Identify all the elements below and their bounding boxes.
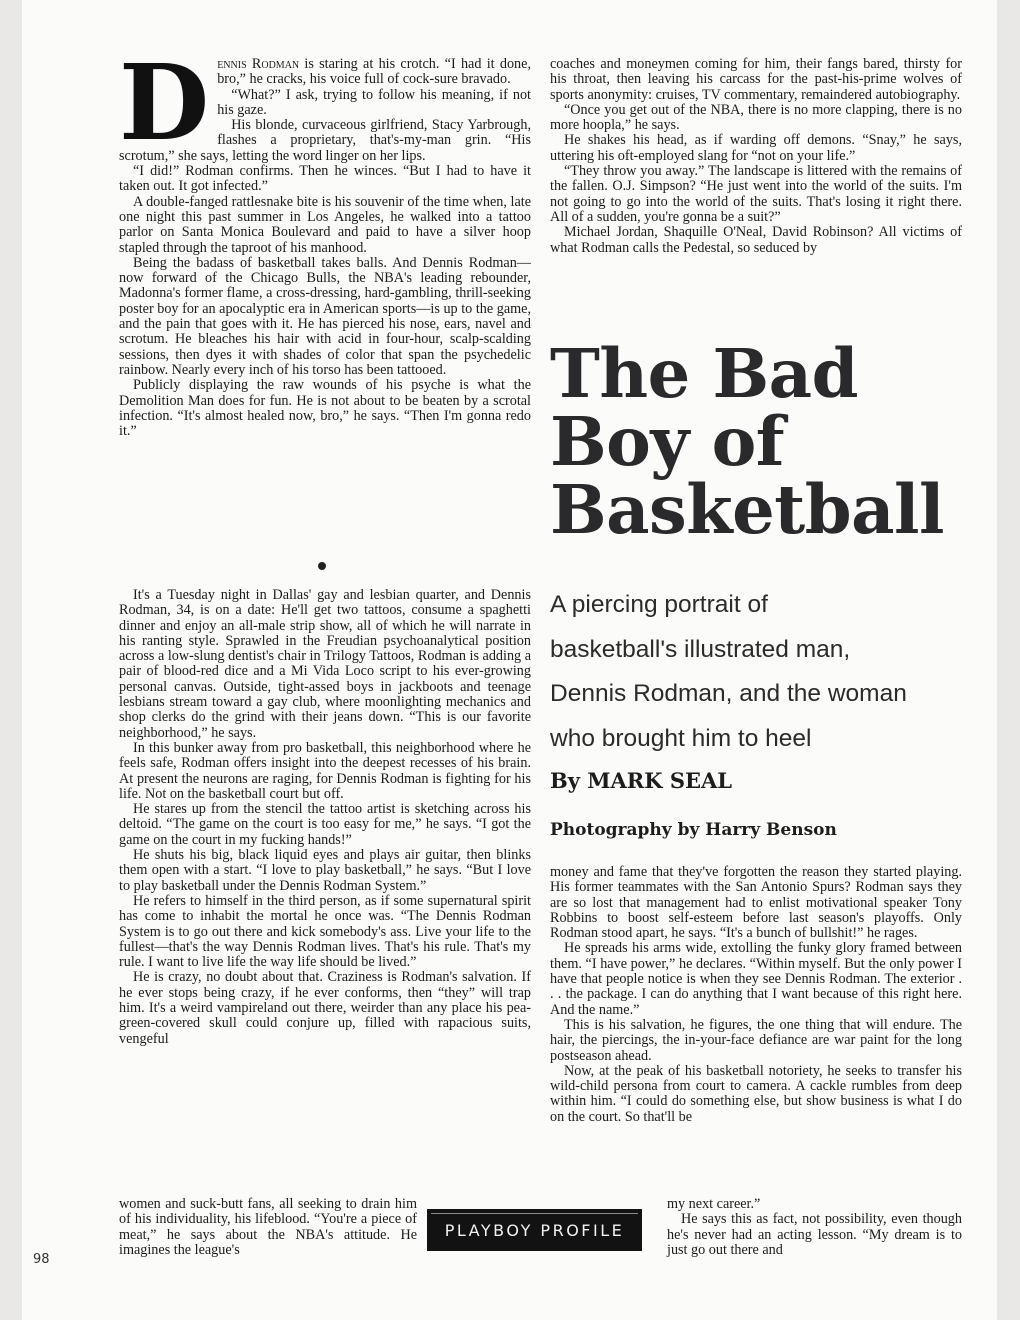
deck-line: basketball's illustrated man, [550, 635, 851, 663]
paragraph: Being the badass of basketball takes balls. And Dennis Rodman—now forward of the Chicago Bulls, the NBA's leading rebounder, Madonna's former flame, a cross-dressing, hard-gambling, thrill-seeking poster boy for an apocalyptic era in American sports—is up to the game, and the pain that goes with it. He has pierced his nose, ears, navel and scrotum. He bleaches his hair with acid in four-hour, scalp-scalding sessions, then dyes it with shades of color that span the psychedelic rainbow. Nearly every inch of his torso has been tattooed. [119, 254, 531, 378]
paragraph: “What?” I ask, trying to follow his meaning, if not his gaze. [217, 86, 531, 118]
paragraph: my next career.” [667, 1196, 761, 1212]
paragraph: coaches and moneymen coming for him, their fangs bared, thirsty for his throat, then leaving his carcass for the past-his-prime wolves of sports anonymity: cruises, TV commentary, remaindered autobiography. [550, 56, 962, 103]
page-number: 98 [33, 1252, 50, 1267]
paragraph: “I did!” Rodman confirms. Then he winces. “But I had to have it taken out. It got infected.” [119, 163, 531, 195]
paragraph: He says this as fact, not possibility, even though he's never had an acting lesson. “My dream is to just go out there and [667, 1211, 962, 1258]
article-deck [550, 583, 970, 761]
paragraph: He shakes his head, as if warding off demons. “Snay,” he says, uttering his oft-employed slang for “not on your life.” [550, 132, 962, 164]
lead-text: is staring at his crotch. “I had it done, bro,” he cracks, his voice full of cock-sure bravado. [217, 56, 531, 88]
deck-line: who brought him to heel [550, 724, 812, 752]
paragraph: A double-fanged rattlesnake bite is his souvenir of the time when, late one night this past summer in Los Angeles, he walked into a tattoo parlor on Santa Monica Boulevard and paid to have a silver hoop stapled through the taproot of his manhood. [119, 193, 531, 256]
paragraph: money and fame that they've forgotten the reason they started playing. His former teammates with the San Antonio Spurs? Rodman says they are so lost that management had to enlist motivational speaker Tony Robbins to boost self-esteem before last season's playoffs. Only Rodman stood apart, he says. “It's a bunch of bullshit!” he rages. [550, 864, 962, 942]
body-column-right-bottom [550, 865, 962, 1125]
body-column-right-top [550, 57, 962, 256]
deck-line: Dennis Rodman, and the woman [550, 680, 907, 707]
title-line: The Bad [550, 334, 858, 413]
deck-line: A piercing portrait of [550, 591, 768, 618]
body-column-left-tail [119, 1197, 417, 1258]
body-column-right-tail [667, 1197, 962, 1258]
paragraph: Michael Jordan, Shaquille O'Neal, David Robinson? All victims of what Rodman calls the Pedestal, so seduced by [550, 224, 962, 256]
paragraph: In this bunker away from pro basketball, this neighborhood where he feels safe, Rodman offers insight into the deepest recesses of his brain. At present the neurons are raging, for Dennis Rodman is fighting for his life. Not on the basketball court but off. [119, 739, 531, 802]
magazine-page [22, 0, 997, 1320]
section-label-box [427, 1209, 642, 1251]
article-title [550, 334, 980, 549]
paragraph: He shuts his big, black liquid eyes and plays air guitar, then blinks them open with a start. “I love to play basketball,” he says. “But I love to play basketball under the Dennis Rodman System.” [119, 847, 531, 894]
paragraph: Publicly displaying the raw wounds of his psyche is what the Demolition Man does for fun. He is not about to be beaten by a scrotal infection. “It's almost healed now, bro,” he says. “Then I'm gonna redo it.” [119, 377, 531, 440]
section-break-bullet [318, 562, 326, 570]
drop-cap: D [119, 41, 210, 164]
section-label: PLAYBOY PROFILE [444, 1220, 625, 1240]
paragraph: He is crazy, no doubt about that. Craziness is Rodman's salvation. If he ever stops being crazy, if he ever conforms, then “they” will trap him. It's a weird vampireland out there, weirder than any place his pea-green-covered skull could conjure up, filled with rapacious suits, vengeful [119, 969, 531, 1047]
paragraph: This is his salvation, he figures, the one thing that will endure. The hair, the piercings, the in-your-face defiance are war paint for the long postseason ahead. [550, 1016, 962, 1064]
title-line: Boy of [550, 402, 785, 481]
paragraph: “They throw you away.” The landscape is littered with the remains of the fallen. O.J. Simpson? “He just went into the world of the suits. I'm not going to go into the world of the suits. That's losing it right there. All of a sudden, you're gonna be a suit?” [550, 163, 962, 225]
photo-credit: Photography by Harry Benson [550, 820, 837, 840]
paragraph: He spreads his arms wide, extolling the funky glory framed between them. “I have power,” he declares. “Within myself. But the only power I have that people notice is when they see Dennis Rodman. The exterior . . . the package. I can do anything that I want because of this right here. And the name.” [550, 940, 962, 1018]
paragraph: It's a Tuesday night in Dallas' gay and lesbian quarter, and Dennis Rodman, 34, is on a date: He'll get two tattoos, consume a spaghetti dinner and enjoy an all-male strip show, all of which he will narrate in his ranting style. Sprawled in the Freudian psychoanalytical position across a low-slung dentist's chair in Trilogy Tattoos, Rodman is adding a pair of blood-red dice and a Mi Vida Loco script to his ever-growing personal canvas. Outside, tight-assed boys in jackboots and teenage lesbians stream toward a gay club, where moonlighting mechanics and shop clerks do the grind with their jeans down. “This is our favorite neighborhood,” he says. [119, 587, 531, 741]
lead-smallcaps: ennis Rodman [217, 56, 300, 72]
paragraph: His blonde, curvaceous girlfriend, Stacy Yarbrough, flashes a proprietary, that's-my-man grin. “His scrotum,” she says, letting the word linger on her lips. [119, 117, 531, 164]
byline: By MARK SEAL [550, 768, 733, 793]
body-column-left-top [119, 41, 531, 440]
paragraph: He refers to himself in the third person, as if some supernatural spirit has come to inhabit the mortal he once was. “The Dennis Rodman System is to go out there and kick somebody's ass. Live your life to the fullest—that's the way Dennis Rodman lives. That's his rule. That's my rule. I want to live life the way life should be lived.” [119, 892, 531, 971]
paragraph: women and suck-butt fans, all seeking to drain him of his individuality, his lifeblood. “You're a piece of meat,” he says about the NBA's attitude. He imagines the league's [119, 1196, 417, 1258]
paragraph: “Once you get out of the NBA, there is no more clapping, there is no more hoopla,” he says. [550, 101, 962, 134]
body-column-left-lower [119, 588, 531, 1047]
paragraph: Now, at the peak of his basketball notoriety, he seeks to transfer his wild-child persona from court to camera. A cackle rumbles from deep within him. “I could do something else, but show business is what I do on the court. So that'll be [550, 1062, 962, 1125]
paragraph: He stares up from the stencil the tattoo artist is sketching across his deltoid. “The game on the court is too easy for me,” he says. “I got the game on the court in my fucking hands!” [119, 801, 531, 848]
title-line: Basketball [550, 470, 944, 549]
